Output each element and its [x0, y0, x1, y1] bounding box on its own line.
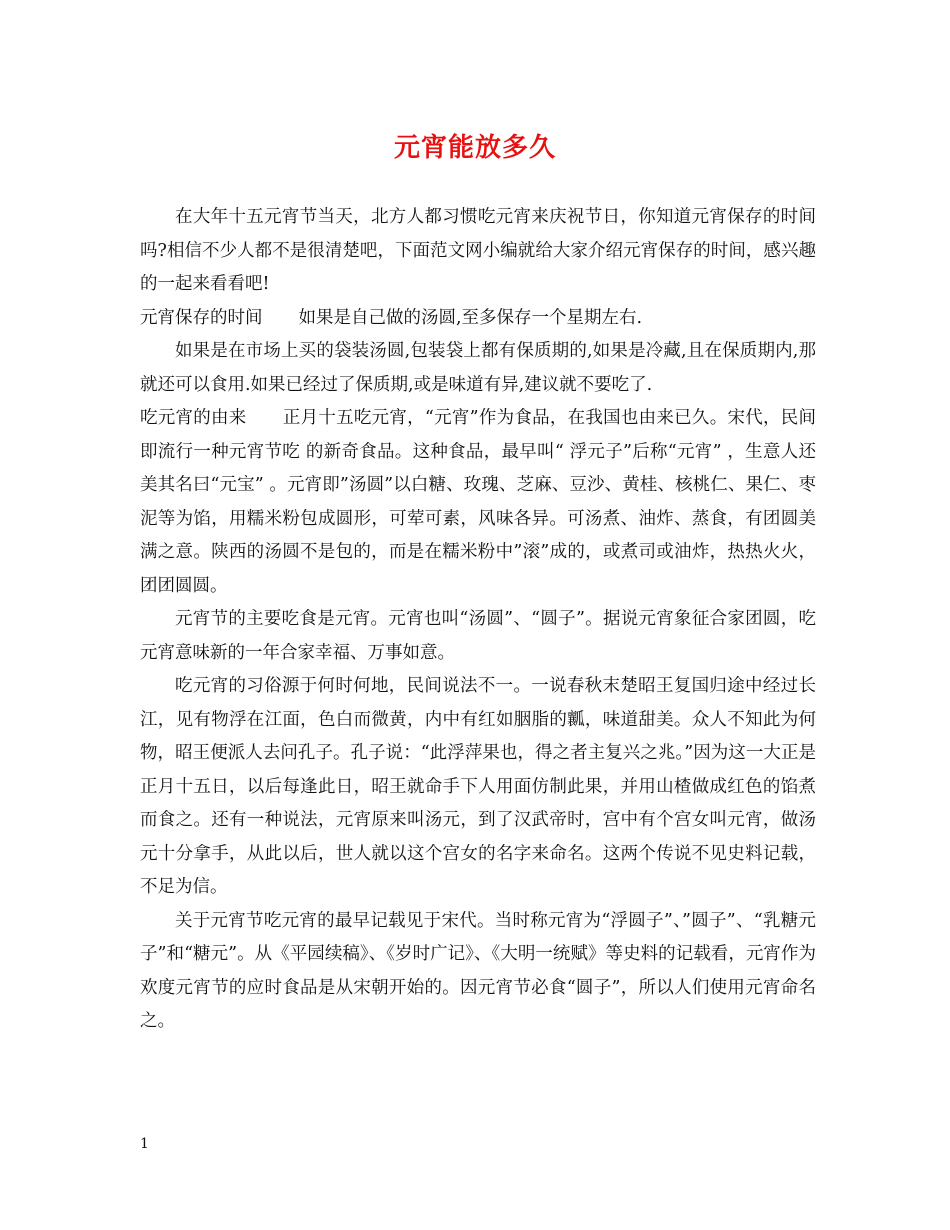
- storage-time-text: 如果是自己做的汤圆,至多保存一个星期左右.: [298, 307, 643, 328]
- document-body: [140, 201, 816, 1039]
- paragraph-earliest-record: 关于元宵节吃元宵的最早记载见于宋代。当时称元宵为“浮圆子”、”圆子”、“乳糖元子”和“糖元”。从《平园续稿》、《岁时广记》、《大明一统赋》等史料的记载看，元宵作为欢度元宵节的应时食品是从宋朝开始的。因元宵节必食“圆子”，所以人们使用元宵命名之。: [140, 910, 816, 1031]
- paragraph-origin: [140, 402, 816, 603]
- paragraph-intro: 在大年十五元宵节当天，北方人都习惯吃元宵来庆祝节日，你知道元宵保存的时间吗?相信不少人都不是很清楚吧，下面范文网小编就给大家介绍元宵保存的时间，感兴趣的一起来看看吧!: [140, 207, 816, 294]
- paragraph-main-food: 元宵节的主要吃食是元宵。元宵也叫“汤圆”、“圆子”。据说元宵象征合家团圆，吃元宵意味新的一年合家幸福、万事如意。: [140, 609, 816, 663]
- paragraph-storage-time: [140, 302, 816, 336]
- paragraph-packaged: 如果是在市场上买的袋装汤圆,包装袋上都有保质期的,如果是冷藏,且在保质期内,那就还可以食用.如果已经过了保质期,或是味道有异,建议就不要吃了.: [140, 341, 816, 395]
- section-heading-storage-time: 元宵保存的时间: [140, 307, 263, 328]
- document-title: 元宵能放多久: [393, 133, 556, 163]
- section-heading-origin: 吃元宵的由来: [140, 408, 247, 428]
- page-number: 1: [140, 1136, 149, 1152]
- origin-text: 正月十五吃元宵，“元宵”作为食品，在我国也由来已久。宋代，民间即流行一种元宵节吃 的新奇食品。这种食品，最早叫“ 浮元子”后称“元宵” ，生意人还美其名曰“元宝” 。元宵即”汤圆”以白糖、玫瑰、芝麻、豆沙、黄桂、核桃仁、果仁、枣泥等为馅，用糯米粉包成圆形，可荤可素，风味各异。可汤煮、油炸、蒸食，有团圆美满之意。陕西的汤圆不是包的，而是在糯米粉中”滚”成的，或煮司或油炸，热热火火，团团圆圆。: [140, 408, 816, 596]
- paragraph-custom-origin: 吃元宵的习俗源于何时何地，民间说法不一。一说春秋末楚昭王复国归途中经过长江，见有物浮在江面，色白而微黄，内中有红如胭脂的瓤，味道甜美。众人不知此为何物，昭王便派人去问孔子。孔子说：“此浮萍果也，得之者主复兴之兆。”因为这一大正是正月十五日，以后每逢此日，昭王就命手下人用面仿制此果，并用山楂做成红色的馅煮而食之。还有一种说法，元宵原来叫汤元，到了汉武帝时，宫中有个宫女叫元宵，做汤元十分拿手，从此以后，世人就以这个宫女的名字来命名。这两个传说不见史料记载，不足为信。: [140, 676, 816, 897]
